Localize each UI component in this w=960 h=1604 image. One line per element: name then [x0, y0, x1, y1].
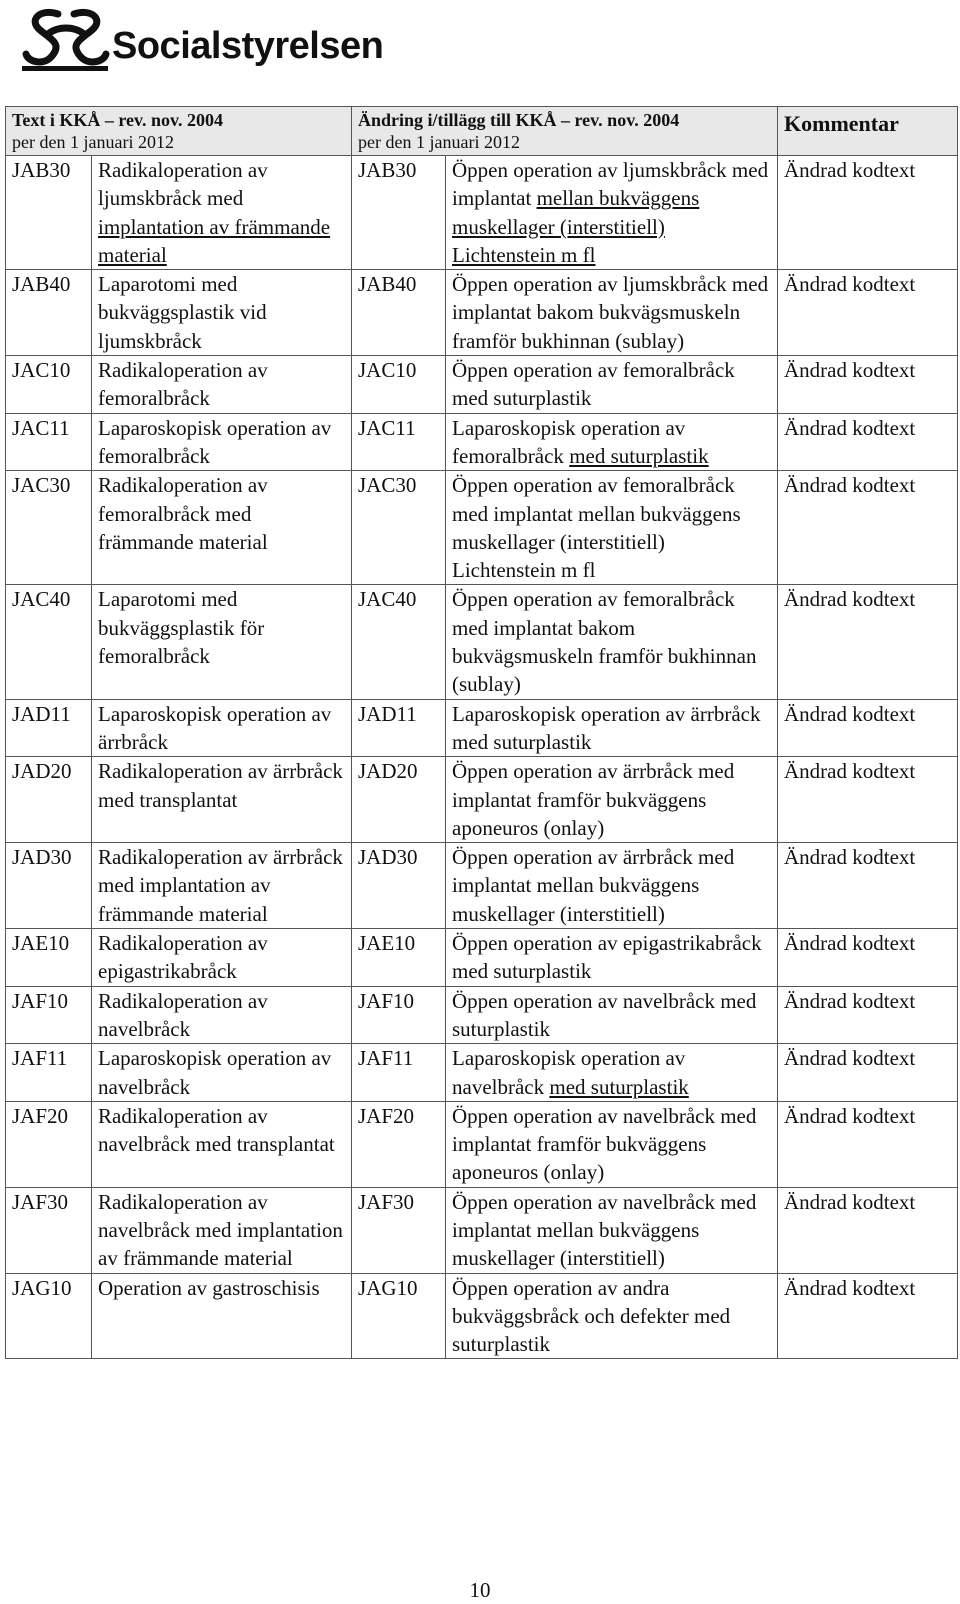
comment: Ändrad kodtext [778, 471, 958, 585]
comment: Ändrad kodtext [778, 986, 958, 1044]
header-old-subtitle: per den 1 januari 2012 [12, 132, 174, 152]
comment: Ändrad kodtext [778, 1187, 958, 1273]
comment: Ändrad kodtext [778, 156, 958, 270]
old-code: JAC11 [6, 413, 92, 471]
old-description-text: Laparoskopisk operation av navelbråck [98, 1046, 332, 1099]
old-description [92, 1273, 352, 1359]
table-row [6, 986, 958, 1044]
header-old-text [6, 107, 352, 156]
new-description-text: Öppen operation av navelbråck med implantat framför bukväggens aponeuros (onlay) [452, 1103, 757, 1185]
table-row [6, 1044, 958, 1102]
new-code: JAC10 [352, 356, 446, 414]
new-code: JAD11 [352, 699, 446, 757]
page-number: 10 [469, 1578, 491, 1602]
new-code: JAF11 [352, 1044, 446, 1102]
table-row [6, 1101, 958, 1187]
new-description-text: Öppen operation av epigastrikabråck med suturplastik [452, 931, 762, 984]
header-new-subtitle: per den 1 januari 2012 [358, 132, 520, 152]
old-description [92, 699, 352, 757]
comment: Ändrad kodtext [778, 585, 958, 699]
comment: Ändrad kodtext [778, 843, 958, 929]
old-description [92, 356, 352, 414]
new-description [446, 699, 778, 757]
new-code: JAF30 [352, 1187, 446, 1273]
new-description [446, 1187, 778, 1273]
old-description [92, 413, 352, 471]
old-description [92, 1101, 352, 1187]
old-description [92, 1187, 352, 1273]
old-description [92, 929, 352, 987]
new-description-text: Öppen operation av femoralbråck med implantat mellan bukväggens muskellager (interstitiell) Lichtenstein m fl [452, 473, 741, 583]
old-code: JAB30 [6, 156, 92, 270]
new-code: JAB30 [352, 156, 446, 270]
comment: Ändrad kodtext [778, 1101, 958, 1187]
new-description-text: Öppen operation av andra bukväggsbråck och defekter med suturplastik [452, 1275, 731, 1357]
old-description-text: Laparotomi med bukväggsplastik vid ljumskbråck [98, 272, 267, 353]
new-code: JAE10 [352, 929, 446, 987]
old-description-text: Operation av gastroschisis [98, 1275, 320, 1300]
new-code: JAD20 [352, 757, 446, 843]
new-description-text: Laparoskopisk operation av navelbråck [452, 1046, 686, 1099]
old-description-underlined: implantation av främmande material [98, 214, 331, 267]
table-row [6, 699, 958, 757]
new-description [446, 757, 778, 843]
new-description-underlined: med suturplastik [549, 1074, 689, 1099]
old-description [92, 986, 352, 1044]
new-code: JAD30 [352, 843, 446, 929]
header-old-title: Text i KKÅ – rev. nov. 2004 [12, 110, 224, 130]
old-code: JAB40 [6, 270, 92, 356]
new-description [446, 1101, 778, 1187]
new-description-text: Öppen operation av femoralbråck med suturplastik [452, 358, 735, 411]
new-description-underlined: med suturplastik [569, 443, 709, 468]
header-new-title: Ändring i/tillägg till KKÅ – rev. nov. 2004 [358, 110, 680, 130]
old-code: JAF10 [6, 986, 92, 1044]
comment: Ändrad kodtext [778, 1273, 958, 1359]
old-description-text: Radikaloperation av femoralbråck [98, 358, 268, 411]
new-description-text: Öppen operation av femoralbråck med implantat bakom bukvägsmuskeln framför bukhinnan (sublay) [452, 587, 757, 697]
comment: Ändrad kodtext [778, 270, 958, 356]
old-description [92, 156, 352, 270]
old-description [92, 843, 352, 929]
new-description-underlined: mellan bukväggens muskellager (interstitiell) Lichtenstein m fl [452, 186, 700, 267]
new-description-text: Öppen operation av ärrbråck med implantat mellan bukväggens muskellager (interstitiell) [452, 845, 735, 926]
new-description-text: Öppen operation av ljumskbråck med implantat [452, 158, 769, 211]
table-header-row [6, 107, 958, 156]
new-description [446, 1044, 778, 1102]
old-description-text: Radikaloperation av navelbråck med transplantat [98, 1103, 335, 1157]
old-code: JAF11 [6, 1044, 92, 1102]
brand-logo [18, 4, 383, 76]
new-code: JAF10 [352, 986, 446, 1044]
comment: Ändrad kodtext [778, 413, 958, 471]
old-code: JAF20 [6, 1101, 92, 1187]
old-description [92, 1044, 352, 1102]
new-code: JAB40 [352, 270, 446, 356]
new-code: JAC30 [352, 471, 446, 585]
new-description [446, 986, 778, 1044]
new-description [446, 1273, 778, 1359]
table-row [6, 413, 958, 471]
new-description [446, 156, 778, 270]
header-new-text [352, 107, 778, 156]
old-description [92, 270, 352, 356]
old-code: JAC30 [6, 471, 92, 585]
old-description-text: Laparotomi med bukväggsplastik för femoralbråck [98, 587, 265, 669]
comment: Ändrad kodtext [778, 929, 958, 987]
old-description [92, 471, 352, 585]
old-description-text: Radikaloperation av femoralbråck med främmande material [98, 473, 268, 554]
table-row [6, 356, 958, 414]
header-comment-label: Kommentar [784, 111, 899, 136]
old-code: JAC40 [6, 585, 92, 699]
header-comment [778, 107, 958, 156]
new-description [446, 270, 778, 356]
old-description-text: Radikaloperation av navelbråck med implantation av främmande material [98, 1189, 343, 1271]
old-code: JAF30 [6, 1187, 92, 1273]
new-description-text: Öppen operation av navelbråck med suturplastik [452, 988, 757, 1041]
old-description-text: Radikaloperation av navelbråck [98, 988, 268, 1041]
old-description-text: Radikaloperation av ärrbråck med implantation av främmande material [98, 845, 343, 926]
new-description [446, 413, 778, 471]
old-description-text: Laparoskopisk operation av ärrbråck [98, 701, 332, 754]
old-code: JAG10 [6, 1273, 92, 1359]
new-code: JAG10 [352, 1273, 446, 1359]
old-code: JAC10 [6, 356, 92, 414]
table-row [6, 843, 958, 929]
new-description [446, 929, 778, 987]
old-description-text: Radikaloperation av ljumskbråck med [98, 158, 268, 211]
new-description-text: Öppen operation av ljumskbråck med implantat bakom bukvägsmuskeln framför bukhinnan (sublay) [452, 272, 769, 353]
new-description-text: Laparoskopisk operation av ärrbråck med suturplastik [452, 701, 761, 754]
new-code: JAF20 [352, 1101, 446, 1187]
socialstyrelsen-logo-icon [18, 4, 110, 76]
table-row [6, 1273, 958, 1359]
comment: Ändrad kodtext [778, 356, 958, 414]
new-code: JAC11 [352, 413, 446, 471]
table-row [6, 929, 958, 987]
comment: Ändrad kodtext [778, 757, 958, 843]
table-row [6, 585, 958, 699]
old-description-text: Radikaloperation av ärrbråck med transplantat [98, 759, 343, 812]
comment: Ändrad kodtext [778, 1044, 958, 1102]
new-code: JAC40 [352, 585, 446, 699]
old-description-text: Radikaloperation av epigastrikabråck [98, 931, 268, 984]
table-row [6, 471, 958, 585]
table-row [6, 757, 958, 843]
new-description [446, 585, 778, 699]
old-description [92, 757, 352, 843]
new-description-text: Laparoskopisk operation av femoralbråck [452, 415, 686, 468]
brand-name: Socialstyrelsen [112, 24, 384, 67]
old-description-text: Laparoskopisk operation av femoralbråck [98, 415, 332, 468]
comment: Ändrad kodtext [778, 699, 958, 757]
new-description-text: Öppen operation av ärrbråck med implantat framför bukväggens aponeuros (onlay) [452, 759, 735, 840]
new-description-text: Öppen operation av navelbråck med implantat mellan bukväggens muskellager (interstitiell) [452, 1189, 757, 1271]
old-description [92, 585, 352, 699]
table-row [6, 156, 958, 270]
old-code: JAD30 [6, 843, 92, 929]
new-description [446, 356, 778, 414]
kka-change-table [5, 106, 958, 1359]
table-row [6, 270, 958, 356]
old-code: JAD11 [6, 699, 92, 757]
old-code: JAE10 [6, 929, 92, 987]
new-description [446, 843, 778, 929]
new-description [446, 471, 778, 585]
table-row [6, 1187, 958, 1273]
old-code: JAD20 [6, 757, 92, 843]
